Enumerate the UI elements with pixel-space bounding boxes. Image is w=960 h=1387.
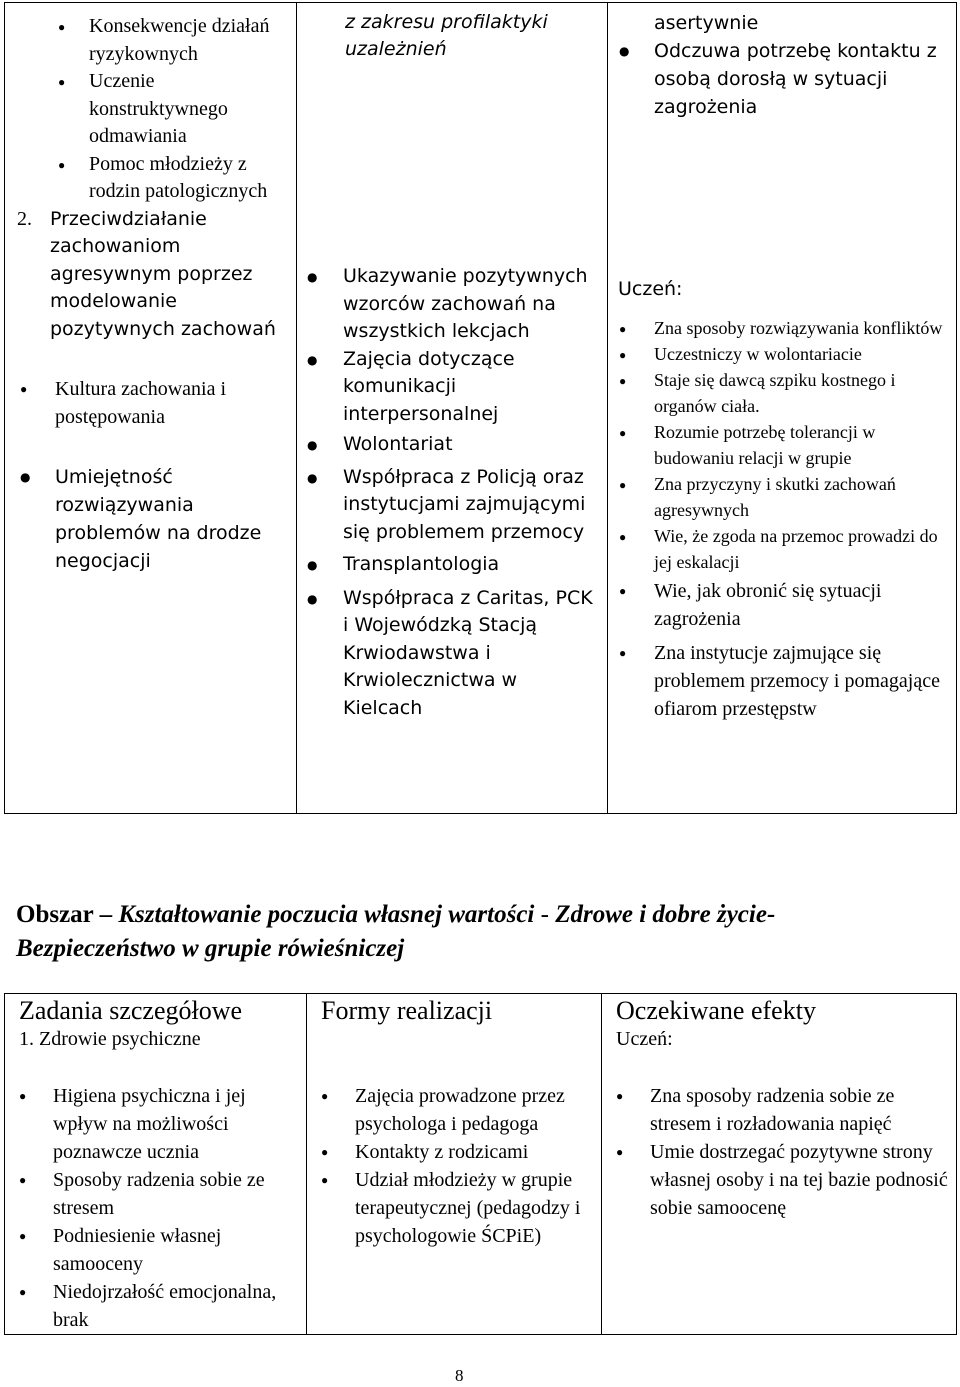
list-item: ● Kultura zachowania i postępowania <box>5 375 290 431</box>
list-item: ● Podniesienie własnej samooceny <box>13 1222 300 1278</box>
list-item: ● Konsekwencje działań ryzykownych <box>5 13 290 68</box>
list-item: ● Uczestniczy w wolontariacie <box>608 341 950 367</box>
effects-cell <box>608 3 957 814</box>
list-item: ● Udział młodzieży w grupie terapeutycznej (pedagodzy i psychologowie ŚCPiE) <box>315 1166 595 1250</box>
area-title-b: Zdrowe i dobre życie- Bezpieczeństwo w grupie rówieśniczej <box>16 901 776 962</box>
area-dash: – <box>93 901 119 928</box>
list-item: ● Umiejętność rozwiązywania problemów na drodze negocjacji <box>5 463 290 575</box>
effects-list-b <box>608 315 950 723</box>
list-item: ● Pomoc młodzieży z rodzin patologicznych <box>5 151 290 206</box>
cell-head-text: asertywnie <box>654 12 759 34</box>
list-item: ● Higiena psychiczna i jej wpływ na możliwości poznawcze ucznia <box>13 1082 300 1166</box>
list-item: ● Zna sposoby rozwiązywania konfliktów <box>608 315 950 341</box>
list-item: ● Uczenie konstruktywnego odmawiania <box>5 68 290 151</box>
list-item: ● Umie dostrzegać pozytywne strony własnej osoby i na tej bazie podnosić sobie samoocenę <box>610 1138 950 1222</box>
list-item: ● Niedojrzałość emocjonalna, brak <box>13 1278 300 1334</box>
forms-list <box>315 1082 595 1250</box>
list-item: ● Zajęcia dotyczące komunikacji interpersonalnej <box>297 346 599 429</box>
cell-head-text: z zakresu profilaktyki uzależnień <box>345 11 548 60</box>
list-item: ● Wie, że zgoda na przemoc prowadzi do jej eskalacji <box>608 523 950 575</box>
list-item: ● Zna instytucje zajmujące się problemem przemocy i pomagające ofiarom przestępstw <box>608 639 950 723</box>
list-item: ● Rozumie potrzebę tolerancji w budowaniu relacji w grupie <box>608 419 950 471</box>
list-item: ● Staje się dawcą szpiku kostnego i organów ciała. <box>608 367 950 419</box>
student-label: Uczeń: <box>618 278 683 300</box>
area-label: Obszar <box>16 901 94 928</box>
tasks-list <box>13 1082 300 1334</box>
section-title: Przeciwdziałanie zachowaniom agresywnym poprzez modelowanie pozytywnych zachowań <box>50 207 276 340</box>
list-item: ● Zajęcia prowadzone przez psychologa i pedagoga <box>315 1082 595 1138</box>
tasks-cell <box>5 3 297 814</box>
area-sep: - <box>534 901 556 928</box>
list-item: ● Odczuwa potrzebę kontaktu z osobą dorosłą w sytuacji zagrożenia <box>608 37 950 121</box>
section-number: 2. <box>17 207 32 230</box>
list-item: ● Współpraca z Policją oraz instytucjami zajmującymi się problemem przemocy <box>297 464 599 547</box>
section-label: 1. Zdrowie psychiczne <box>19 1028 201 1050</box>
area-heading <box>16 898 916 966</box>
list-item: ● Zna sposoby radzenia sobie ze stresem i rozładowania napięć <box>610 1082 950 1138</box>
list-item: ● Wolontariat <box>297 431 599 459</box>
list-item: ● Sposoby radzenia sobie ze stresem <box>13 1166 300 1222</box>
list-item: ● Ukazywanie pozytywnych wzorców zachowań na wszystkich lekcjach <box>297 263 599 346</box>
page-number: 8 <box>455 1366 464 1385</box>
forms-cell <box>307 994 602 1335</box>
list-item: ● Współpraca z Caritas, PCK i Wojewódzką Stacją Krwiodawstwa i Krwiolecznictwa w Kielcach <box>297 585 599 723</box>
tasks-list-b <box>5 375 290 575</box>
column-header: Oczekiwane efekty <box>616 996 816 1025</box>
list-item: ● Transplantologia <box>297 551 599 579</box>
student-label: Uczeń: <box>616 1028 673 1050</box>
list-item: ● Wie, jak obronić się sytuacji zagrożenia <box>608 577 950 633</box>
effects-list <box>610 1082 950 1222</box>
tasks-list-a <box>5 13 290 206</box>
tasks-cell <box>5 994 307 1335</box>
effects-cell <box>602 994 957 1335</box>
effects-list-a <box>608 37 950 121</box>
list-item: ● Zna przyczyny i skutki zachowań agresywnych <box>608 471 950 523</box>
list-item: ● Kontakty z rodzicami <box>315 1138 595 1166</box>
section-heading <box>5 206 290 344</box>
top-table <box>4 2 957 814</box>
forms-list <box>297 263 599 722</box>
bottom-table <box>4 993 957 1335</box>
area-title-a: Kształtowanie poczucia własnej wartości <box>118 901 535 928</box>
column-header: Formy realizacji <box>321 996 493 1025</box>
forms-cell <box>297 3 608 814</box>
column-header: Zadania szczegółowe <box>19 996 243 1025</box>
